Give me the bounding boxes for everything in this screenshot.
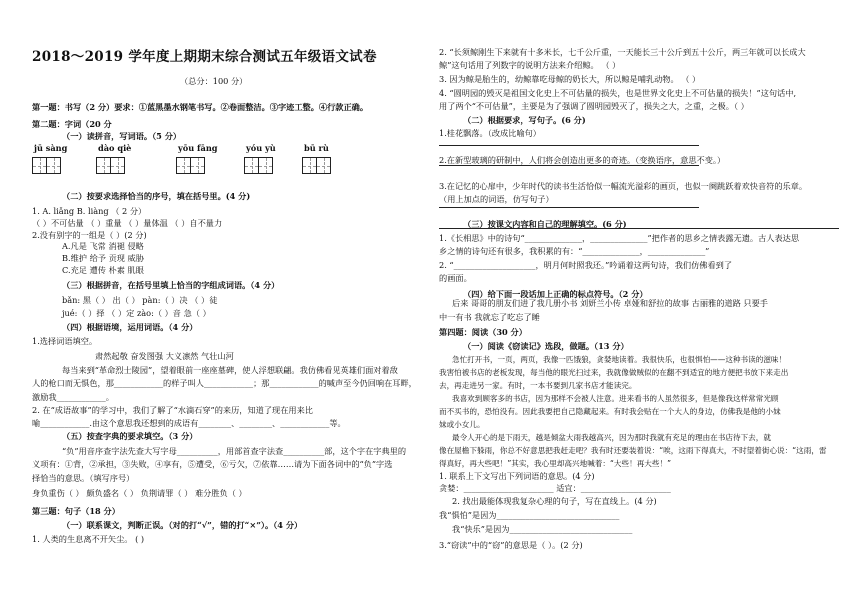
left-line: （ ）不可估量 （ ）重量 （ ）量体温 （ ）自不量力 (32, 218, 223, 228)
grid-cell[interactable] (96, 157, 111, 174)
right-line: 3. 因为鲸是胎生的，幼鲸靠吃母鲸的奶长大，所以鲸是哺乳动物。 （ ） (439, 74, 701, 84)
right-line: 得真好，再大些吧！”其实，我心里却高兴地喊着：“大些！再大些！” (439, 459, 672, 468)
left-line: 2.没有别字的一组是（ ）(2 分) (32, 230, 147, 240)
left-line: 喻____________.由这个意思我还想到的成语有________、________、____________等。 (32, 418, 346, 428)
writing-grid[interactable] (32, 157, 60, 174)
right-line: 3.“窃读”中的“窃”的意思是（ ）。(2 分) (439, 540, 583, 550)
right-line: 1.桂花飘落。（改成比喻句） (439, 128, 541, 138)
left-line: 肃然起敬 奋发图强 大义凛然 气壮山河 (95, 351, 234, 361)
right-line: 我“快乐”是因为______________________________ (452, 524, 633, 534)
right-line: 用了两个“不可估量”，主要是为了强调了圆明园毁灭了，损失之大，之重，之极。（ ） (439, 101, 749, 111)
right-line: 我害怕被书店的老板发现，每当他的眼光扫过来，我就像做贼似的在翻不到适宜的地方便把书放下来走出 (439, 368, 789, 377)
writing-grid[interactable] (96, 157, 124, 174)
grid-cell[interactable] (190, 157, 205, 174)
left-line: A.凡是 飞常 消褪 侵略 (62, 241, 144, 251)
right-line: 像在屋檐下躲雨，你总不好意思把我赶走吧？我有时还要装着说：“唉，这雨下得真大，不时望着街心说：“这雨，雷 (439, 446, 827, 455)
right-line: 3.在记忆的心扉中，少年时代的读书生活恰似一幅流光溢彩的画页，也似一阕跳跃着欢快音符的乐章。 (439, 181, 808, 191)
left-line: 第一题：书写（2 分）要求：①蓝黑墨水钢笔书写。②卷面整洁。③字迹工整。④行款正确。 (32, 102, 369, 112)
right-line: 2. 找出最能体现我复杂心理的句子，写在直线上。(4 分) (452, 496, 657, 506)
left-line: 1. A. liǎng B. liàng （ 2 分） (32, 206, 147, 216)
right-line: 1.《长相思》中的诗句“______________，______________”把作者的思乡之情表露无遗。古人表达思 (439, 233, 800, 243)
right-line: （三）按课文内容和自己的理解填空。(6 分) (463, 219, 627, 229)
right-line: 第四题：阅读（30 分） (439, 327, 527, 337)
left-line: 第二题：字词（20 分 (32, 119, 112, 129)
left-line: 激励我____________。 (32, 392, 114, 402)
right-column (430, 0, 860, 596)
left-line: 1.选择词语填空。 (32, 336, 98, 346)
left-line: 择恰当的意思。（填写序号） (32, 473, 135, 483)
right-line: 1. 联系上下文写出下列词语的意思。(4 分) (439, 471, 595, 481)
left-line: B.维护 给予 贡现 威胁 (62, 253, 144, 263)
answer-line[interactable] (439, 145, 699, 146)
answer-line[interactable] (439, 165, 699, 166)
answer-line[interactable] (439, 207, 699, 208)
writing-grid[interactable] (176, 157, 204, 174)
right-line: （用上加点的词语，仿写句子） (439, 194, 554, 204)
left-line: bǎn: 黑（ ） 出（ ） pàn:（ ）决 （ ）徒 (62, 295, 218, 305)
grid-cell[interactable] (316, 157, 331, 174)
grid-cell[interactable] (32, 157, 47, 174)
left-line: （一）联系课文，判断正误。（对的打“√”，错的打“×”）。（4 分） (62, 520, 303, 530)
right-line: （二）根据要求，写句子。(6 分) (463, 115, 586, 125)
total-score: （总分：100 分） (180, 76, 248, 86)
grid-cell[interactable] (46, 157, 61, 174)
left-line: （四）根据语境，运用词语。（4 分） (62, 322, 198, 332)
right-line: 最令人开心的是下雨天，越是倾盆大雨我越高兴，因为那时我就有充足的理由在书店待下去，就 (452, 433, 771, 442)
left-line: （一）读拼音，写词语。（5 分） (62, 131, 182, 141)
right-line: （四）给下面一段话加上正确的标点符号。（2 分） (463, 289, 648, 299)
left-line: 1. 人类的生息离不开矢尘。 ( ) (32, 534, 145, 544)
left-line: 人的枪口而无惧色，那____________的样子叫人____________；那____________的喊声至今仍回响在耳畔， (32, 378, 417, 388)
left-line: 第三题：句子（18 分） (32, 506, 120, 516)
left-line: 2. 在“成语故事”的学习中，我们了解了“水滴石穿”的来历，知道了现在用来比 (32, 405, 313, 415)
right-line: 我“惧怕”是因为______________________________ (439, 510, 620, 520)
right-line: 2. “____________________，明月何时照我还。”吟诵着这两句诗，我们仿佛看到了 (439, 260, 733, 270)
right-line: 4. “圆明园的毁灭是祖国文化史上不可估量的损失，也是世界文化史上不可估量的损失！”这句话中, (439, 88, 797, 98)
right-line: 急忙打开书，一页，两页，我像一匹饿狼，贪婪地读着。我很快乐，也很惧怕——这种书读的滋味！ (452, 355, 787, 364)
left-line: （二）按要求选择恰当的序号，填在括号里。(4 分) (62, 191, 251, 201)
grid-cell[interactable] (110, 157, 125, 174)
right-line: 的画面。 (439, 273, 472, 283)
grid-cell[interactable] (176, 157, 191, 174)
pinyin-label: yōu fāng (178, 143, 218, 153)
right-line: 贪婪：______________________ 适宜：______________________ (439, 483, 671, 493)
pinyin-label: bū rù (304, 143, 329, 153)
answer-line[interactable] (439, 228, 839, 229)
right-line: 妹或小女儿。 (439, 420, 485, 429)
left-line: 身负重伤（ ） 颇负盛名（ ） 负荆请罪（ ） 难分胜负（ ） (32, 488, 247, 498)
left-line: 每当来到“革命烈士陵园”，望着眼前一座座墓碑，使人浮想联翩。我仿佛看见英雄们面对着敌 (62, 365, 398, 375)
right-line: 2.在新型玻璃的研制中，人们将会创造出更多的奇迹。（变换语序，意思不变。） (439, 155, 726, 165)
grid-cell[interactable] (302, 157, 317, 174)
left-line: “负”用音序查字法先查大写字母__________，用部首查字法查__________部，这个字在字典里的 (62, 446, 407, 456)
pinyin-label: yóu yù (246, 143, 276, 153)
right-line: 乡之情的诗句还有很多，我积累的有：“______________，______________” (439, 246, 710, 256)
grid-cell[interactable] (244, 157, 259, 174)
exam-title: 2018～2019 学年度上期期末综合测试五年级语文试卷 (32, 49, 377, 65)
right-line: 鲸”这句话用了列数字的说明方法来介绍鲸。 （ ） (439, 60, 621, 70)
right-line: 后来 哥哥的朋友们进了我几册小书 刘妍兰小传 卓娅和舒拉的故事 古丽雅的道路 只要手 (452, 298, 768, 308)
right-line: 我喜欢到顾客多的书店，因为那样不会被人注意。进来看书的人虽然很多，但是像我这样常常光顾 (452, 394, 779, 403)
right-line: 中一有书 我就忘了吃忘了睡 (439, 312, 540, 322)
right-line: 而不买书的，恐怕没有。因此我要把自己隐藏起来。有时我会贴在一个大人的身边，仿佛我是他的小妹 (439, 407, 781, 416)
left-line: jué:（ ）择 （ ）定 zào:（ ）音 急（ ） (62, 308, 211, 318)
right-line: （一）阅读《窃读记》选段，做题。（13 分） (463, 341, 629, 351)
writing-grid[interactable] (302, 157, 330, 174)
left-line: C.充足 遭传 朴素 肌眼 (62, 265, 144, 275)
right-line: 去，再走进另一家。有时，一本书要到几家书店才能读完。 (439, 381, 637, 390)
right-line: 2. “长须鲸刚生下来就有十多米长，七千公斤重，一天能长三十公斤到五十公斤，两三年就可以长成大 (439, 47, 806, 57)
left-line: 义项有：①背，②承担，③失败，④享有，⑤遭受，⑥亏欠，⑦依靠……请为下面各词中的“负”字选 (32, 459, 393, 469)
grid-cell[interactable] (258, 157, 273, 174)
pinyin-label: jū sàng (34, 143, 68, 153)
left-line: （五）按查字典的要求填空。（3 分） (62, 431, 198, 441)
left-line: （三）根据拼音，在括号里填上恰当的字组成词语。（4 分） (62, 280, 280, 290)
pinyin-label: dào qiè (98, 143, 132, 153)
writing-grid[interactable] (244, 157, 272, 174)
